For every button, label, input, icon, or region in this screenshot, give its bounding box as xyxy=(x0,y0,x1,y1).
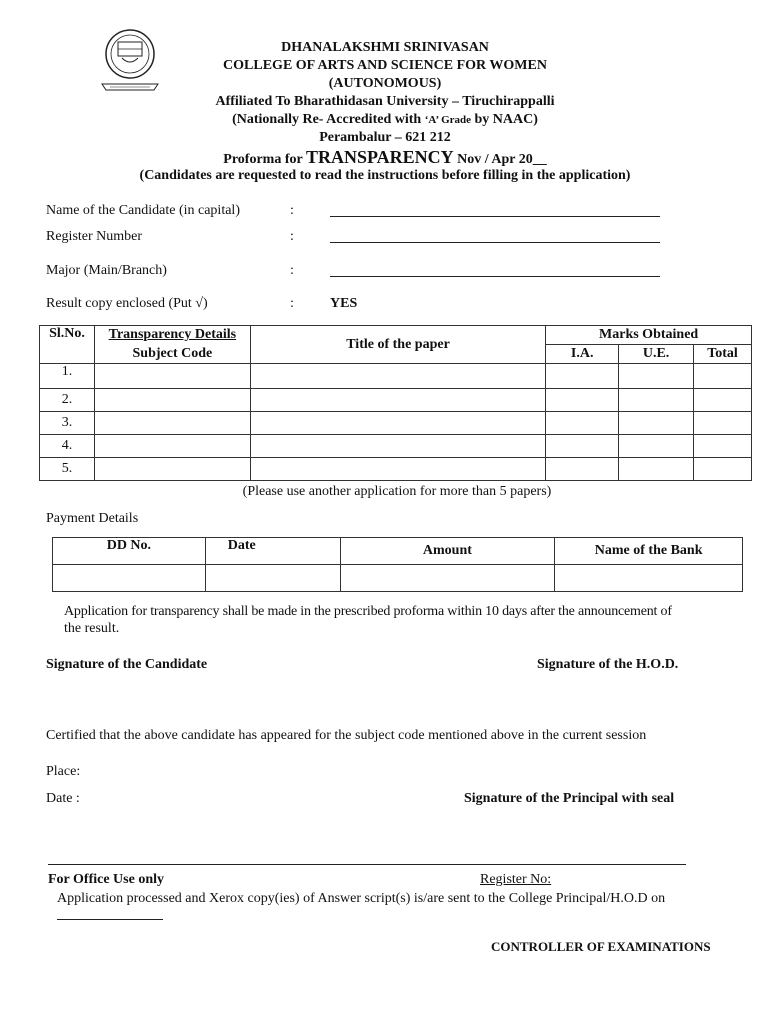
cell-title[interactable] xyxy=(250,458,545,481)
cell-amount[interactable] xyxy=(340,565,555,592)
regno-field[interactable] xyxy=(330,242,660,243)
cell-ue[interactable] xyxy=(619,364,694,389)
payment-heading: Payment Details xyxy=(46,511,139,526)
principal-signature: Signature of the Principal with seal xyxy=(464,791,675,806)
header-transparency: Transparency Details xyxy=(94,326,250,345)
cell-ia[interactable] xyxy=(546,389,619,412)
cell-date[interactable] xyxy=(205,565,340,592)
header-date: Date xyxy=(205,538,340,565)
processed-date-field[interactable] xyxy=(57,919,163,920)
row-number: 3. xyxy=(40,412,95,435)
cell-subject-code[interactable] xyxy=(94,458,250,481)
college-name-line1: DHANALAKSHMI SRINIVASAN xyxy=(281,40,489,55)
certification-text: Certified that the above candidate has appeared for the subject code mentioned above in the current session xyxy=(46,728,647,743)
office-use-heading: For Office Use only xyxy=(48,872,164,887)
header-marks: Marks Obtained xyxy=(546,326,752,345)
controller-title: CONTROLLER OF EXAMINATIONS xyxy=(491,939,711,954)
hod-signature: Signature of the H.O.D. xyxy=(537,657,679,672)
name-field[interactable] xyxy=(330,216,660,217)
cell-subject-code[interactable] xyxy=(94,364,250,389)
cell-total[interactable] xyxy=(694,412,752,435)
colon: : xyxy=(290,229,294,244)
cell-title[interactable] xyxy=(250,389,545,412)
divider xyxy=(48,864,686,865)
header-amount: Amount xyxy=(340,538,555,565)
location: Perambalur – 621 212 xyxy=(319,130,451,145)
result-value: YES xyxy=(330,296,358,311)
result-label: Result copy enclosed (Put √) xyxy=(46,296,208,311)
cell-ia[interactable] xyxy=(546,364,619,389)
cell-subject-code[interactable] xyxy=(94,435,250,458)
row-number: 4. xyxy=(40,435,95,458)
cell-ia[interactable] xyxy=(546,435,619,458)
cell-ue[interactable] xyxy=(619,389,694,412)
college-status: (AUTONOMOUS) xyxy=(328,76,442,91)
header-bank: Name of the Bank xyxy=(555,538,743,565)
cell-title[interactable] xyxy=(250,364,545,389)
cell-ue[interactable] xyxy=(619,435,694,458)
affiliation: Affiliated To Bharathidasan University – Tiruchirappalli xyxy=(215,94,555,109)
header-dd-no: DD No. xyxy=(53,538,206,565)
name-label: Name of the Candidate (in capital) xyxy=(46,203,240,218)
transparency-instruction: Application for transparency shall be made in the prescribed proforma within 10 days after the announcement of xyxy=(64,604,672,619)
colon: : xyxy=(290,296,294,311)
cell-ue[interactable] xyxy=(619,458,694,481)
processed-text: Application processed and Xerox copy(ies) of Answer script(s) is/are sent to the College Principal/H.O.D on xyxy=(57,891,666,906)
cell-bank[interactable] xyxy=(555,565,743,592)
cell-subject-code[interactable] xyxy=(94,389,250,412)
colon: : xyxy=(290,263,294,278)
header-ia: I.A. xyxy=(546,345,619,364)
instruction-note: (Candidates are requested to read the instructions before filling in the application) xyxy=(139,168,631,183)
row-number: 5. xyxy=(40,458,95,481)
proforma-title: Proforma for TRANSPARENCY Nov / Apr 20__ xyxy=(223,147,547,167)
row-number: 1. xyxy=(40,364,95,389)
header-title: Title of the paper xyxy=(250,326,545,364)
payment-table xyxy=(52,537,743,592)
cell-dd-no[interactable] xyxy=(53,565,206,592)
register-no-label: Register No: xyxy=(480,872,552,887)
cell-total[interactable] xyxy=(694,389,752,412)
cell-ia[interactable] xyxy=(546,458,619,481)
college-name-line2: COLLEGE OF ARTS AND SCIENCE FOR WOMEN xyxy=(223,58,547,73)
cell-title[interactable] xyxy=(250,412,545,435)
papers-note: (Please use another application for more than 5 papers) xyxy=(242,484,552,499)
cell-total[interactable] xyxy=(694,435,752,458)
cell-total[interactable] xyxy=(694,364,752,389)
header-subject-code: Subject Code xyxy=(94,345,250,364)
cell-ia[interactable] xyxy=(546,412,619,435)
accreditation: (Nationally Re- Accredited with ‘A’ Grade by NAAC) xyxy=(232,112,538,127)
cell-subject-code[interactable] xyxy=(94,412,250,435)
date-label: Date : xyxy=(46,791,80,806)
marks-table xyxy=(39,325,752,481)
candidate-signature: Signature of the Candidate xyxy=(46,657,208,672)
header-total: Total xyxy=(694,345,752,364)
transparency-instruction-cont: the result. xyxy=(64,621,120,636)
row-number: 2. xyxy=(40,389,95,412)
header-ue: U.E. xyxy=(619,345,694,364)
major-label: Major (Main/Branch) xyxy=(46,263,167,278)
cell-total[interactable] xyxy=(694,458,752,481)
regno-label: Register Number xyxy=(46,229,143,244)
colon: : xyxy=(290,203,294,218)
place-label: Place: xyxy=(46,764,81,779)
header-slno: Sl.No. xyxy=(40,326,95,364)
cell-title[interactable] xyxy=(250,435,545,458)
major-field[interactable] xyxy=(330,276,660,277)
cell-ue[interactable] xyxy=(619,412,694,435)
